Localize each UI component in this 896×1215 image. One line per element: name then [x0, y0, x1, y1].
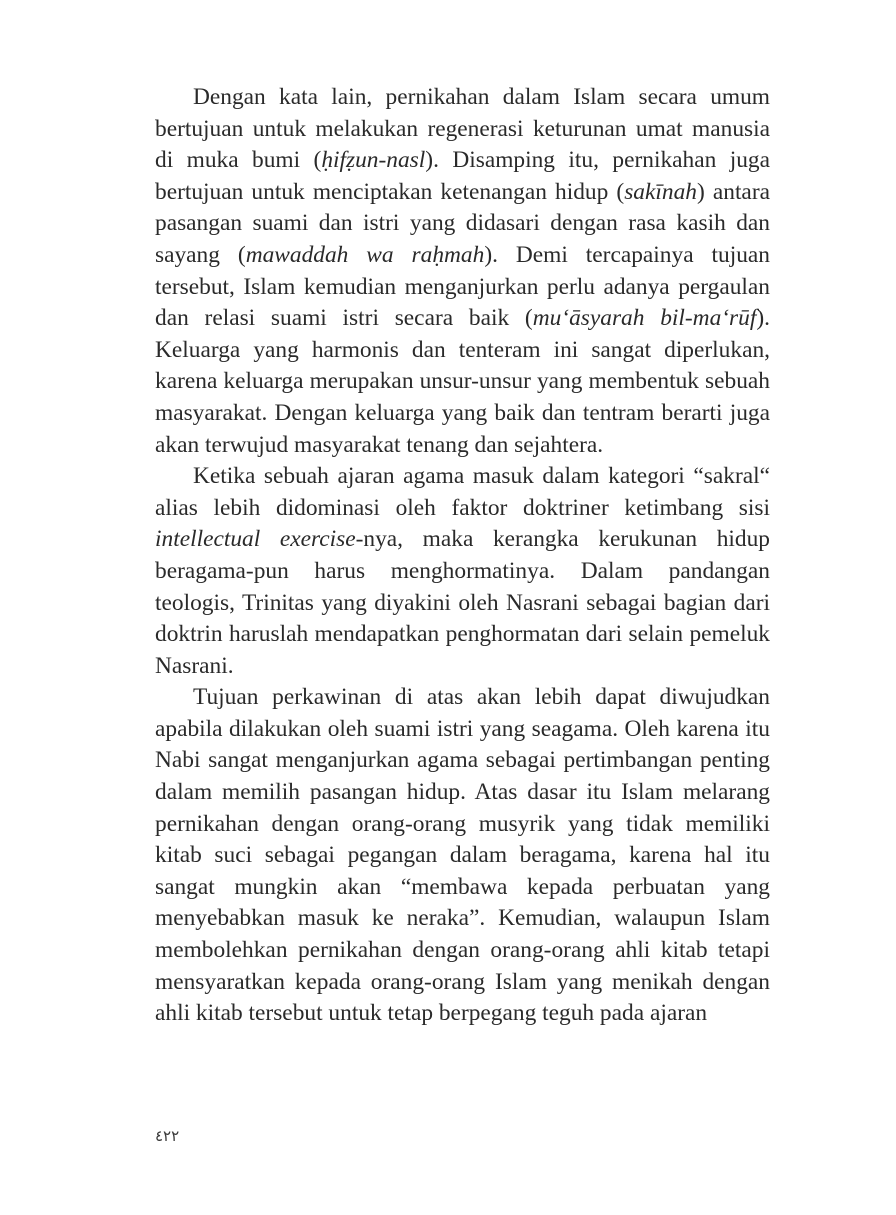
paragraph-2	[155, 461, 770, 682]
paragraph-1	[155, 82, 770, 461]
term-mawaddah-wa-rahmah: mawaddah wa raḥmah	[245, 241, 485, 268]
paragraph-2-text: -nya, maka kerangka kerukunan hidup beragama-pun harus menghormatinya. Dalam pandangan teologis, Trinitas yang diyakini oleh Nasrani sebagai bagian dari doktrin haruslah mendapatkan penghormatan dari selain pemeluk Nasrani.	[155, 526, 770, 679]
paragraph-1-text: ). Disamping itu, pernikahan juga bertujuan untuk menciptakan ketenangan hidup (	[155, 147, 770, 205]
paragraph-1-text: ). Demi tercapainya tujuan tersebut, Islam kemudian menganjurkan perlu adanya pergaulan dan relasi suami istri secara baik (	[155, 241, 770, 332]
paragraph-1-text: ). Keluarga yang harmonis dan tenteram ini sangat diperlukan, karena keluarga merupakan unsur-unsur yang membentuk sebuah masyarakat. Dengan keluarga yang baik dan tentram berarti juga akan terwujud masyarakat tenang dan sejahtera.	[155, 305, 770, 458]
term-sakinah: sakīnah	[624, 178, 697, 205]
page-number: ٢٢٤	[155, 1127, 180, 1145]
term-intellectual-exercise: intellectual exercise	[155, 526, 356, 553]
page-body	[155, 82, 770, 1030]
paragraph-1-text: Dengan kata lain, pernikahan dalam Islam secara umum bertujuan untuk melakukan regenerasi keturunan umat manusia di muka bumi (	[155, 84, 770, 174]
paragraph-3-text: Tujuan perkawinan di atas akan lebih dapat diwujudkan apabila dilakukan oleh suami istri yang seagama. Oleh karena itu Nabi sangat menganjurkan agama sebagai pertimbangan penting dalam memilih pasangan hidup. Atas dasar itu Islam melarang pernikahan dengan orang-orang musyrik yang tidak memiliki kitab suci sebagai pegangan dalam beragama, karena hal itu sangat mungkin akan “membawa kepada perbuatan yang menyebabkan masuk ke neraka”. Kemudian, walaupun Islam membolehkan pernikahan dengan orang-orang ahli kitab tetapi mensyaratkan kepada orang-orang Islam yang menikah dengan ahli kitab tersebut untuk tetap berpegang teguh pada ajaran	[155, 684, 770, 1027]
term-hifzun-nasl: ḥifẓun-nasl	[321, 147, 426, 174]
paragraph-2-text: Ketika sebuah ajaran agama masuk dalam kategori “sakral“ alias lebih didominasi oleh faktor doktriner ketimbang sisi	[155, 463, 770, 521]
term-muasyarah-bil-maruf: mu‘āsyarah bil-ma‘rūf	[532, 305, 757, 332]
paragraph-3	[155, 682, 770, 1030]
paragraph-1-text: ) antara pasangan suami dan istri yang didasari dengan rasa kasih dan sayang (	[155, 178, 770, 268]
